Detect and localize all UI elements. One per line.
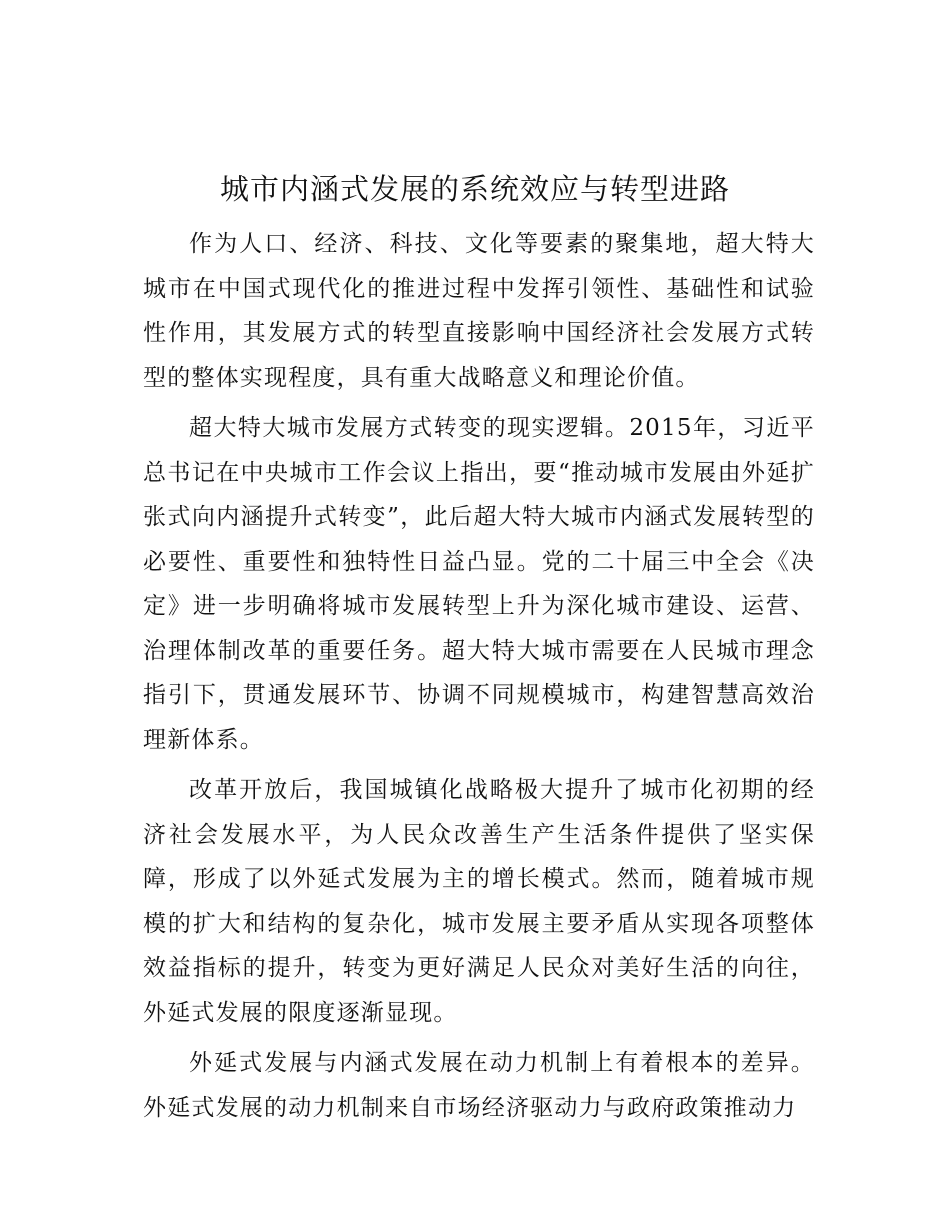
paragraph-reform-opening: 改革开放后，我国城镇化战略极大提升了城市化初期的经济社会发展水平，为人民众改善生产生活条件提供了坚实保障，形成了以外延式发展为主的增长模式。然而，随着城市规模的扩大和结构的复杂化，城市发展主要矛盾从实现各项整体效益指标的提升，转变为更好满足人民众对美好生活的向往，外延式发展的限度逐渐显现。: [143, 777, 815, 1026]
paragraph-dynamic-mechanism: 外延式发展与内涵式发展在动力机制上有着根本的差异。外延式发展的动力机制来自市场经济驱动力与政府政策推动力: [143, 1050, 815, 1121]
document-title: 城市内涵式发展的系统效应与转型进路: [219, 172, 730, 206]
paragraph-intro: 作为人口、经济、科技、文化等要素的聚集地，超大特大城市在中国式现代化的推进过程中发挥引领性、基础性和试验性作用，其发展方式的转型直接影响中国经济社会发展方式转型的整体实现程度，具有重大战略意义和理论价值。: [143, 231, 815, 391]
document-body: [143, 222, 815, 1136]
paragraph-realistic-logic: 超大特大城市发展方式转变的现实逻辑。2015年，习近平总书记在中央城市工作会议上指出，要“推动城市发展由外延扩张式向内涵提升式转变”，此后超大特大城市内涵式发展转型的必要性、重要性和独特性日益凸显。党的二十届三中全会《决定》进一步明确将城市发展转型上升为深化城市建设、运营、治理体制改革的重要任务。超大特大城市需要在人民城市理念指引下，贯通发展环节、协调不同规模城市，构建智慧高效治理新体系。: [143, 415, 815, 753]
